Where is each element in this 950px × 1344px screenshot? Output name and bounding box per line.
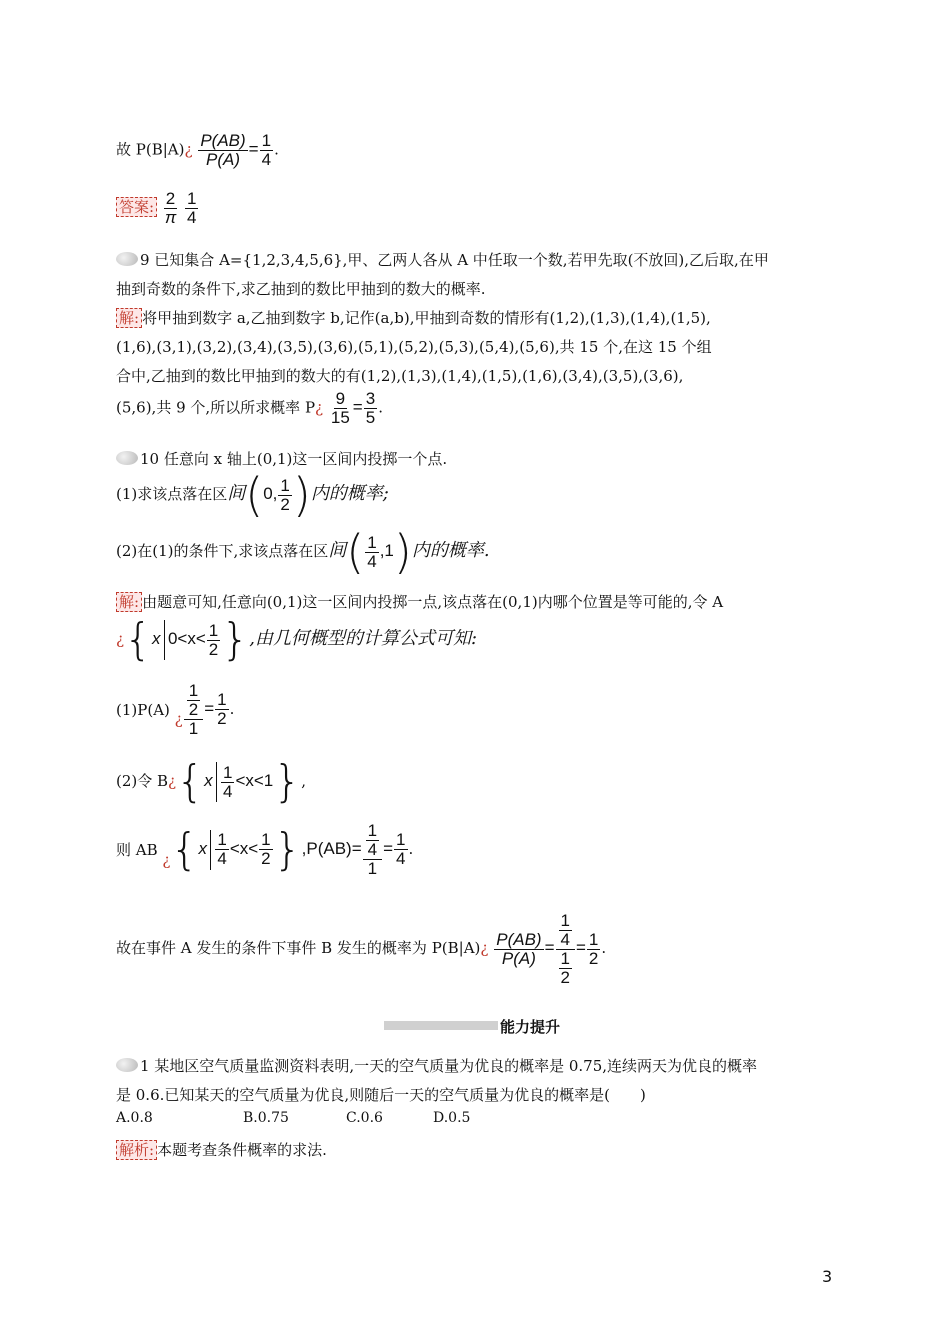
answer-tag: 答案: bbox=[116, 197, 157, 217]
compound-fraction: $\frac{\frac{1}{2}}{1}$ bbox=[184, 682, 203, 738]
solution-tag: 解: bbox=[116, 592, 142, 612]
fraction: $\frac{2}{\pi}$ bbox=[164, 189, 177, 227]
compound-fraction: $\frac{\frac{1}{4}}{\frac{1}{2}}$ bbox=[556, 912, 575, 986]
fraction: $\frac{1}{4}$ bbox=[396, 830, 406, 869]
question-bullet-icon bbox=[116, 451, 138, 465]
fraction: $\frac{3}{5}$ bbox=[365, 389, 376, 427]
q1-options bbox=[116, 1110, 470, 1126]
fraction: $\frac{1}{2}$ bbox=[280, 475, 290, 514]
fraction: $\frac{P(AB)}{P(A)}$ bbox=[496, 929, 542, 968]
q10-part-1: (1)求该点落在区间(0, $\frac{1}{2}$ )内的概率; bbox=[116, 468, 389, 522]
page-number: 3 bbox=[822, 1267, 833, 1286]
question-10-stem: 10 任意向 x 轴上(0,1)这一区间内投掷一个点. bbox=[116, 448, 447, 469]
question-stem: 抽到奇数的条件下,求乙抽到的数比甲抽到的数大的概率. bbox=[116, 280, 486, 298]
fraction: $\frac{1}{2}$ bbox=[208, 620, 219, 659]
formula-prefix: 故 P(B|A) bbox=[116, 140, 185, 159]
option-b: B.0.75 bbox=[243, 1110, 289, 1126]
fraction: $\frac{1}{4}$ bbox=[187, 189, 197, 227]
fraction: $\frac{1}{4}$ bbox=[367, 532, 377, 571]
section-divider-bar bbox=[384, 1021, 498, 1030]
fraction: $\frac{1}{2}$ bbox=[217, 690, 227, 729]
q9-probability-line: (5,6),共 9 个,所以所求概率 P¿ $\frac{9}{15}$ = $\frac{3}{5}$ . bbox=[116, 389, 383, 427]
question-bullet-icon bbox=[116, 252, 138, 266]
question-bullet-icon bbox=[116, 1058, 138, 1072]
option-a: A.0.8 bbox=[116, 1110, 153, 1126]
top-conditional-formula: 故 P(B|A)¿ $\frac{P(AB)}{P(A)}$ = $\frac{1}{4}$ . bbox=[116, 131, 279, 169]
question-9: 9 已知集合 A={1,2,3,4,5,6},甲、乙两人各从 A 中任取一个数,若甲先取(不放回),乙后取,在甲 抽到奇数的条件下,求乙抽到的数比甲抽到的数大的概率. 解: 将甲抽到数字 a,乙抽到数字 b,记作(a,b),甲抽到奇数的情形有(1,2),(1,3),(1,4),(1,5), (1,6),(3,1),(3,2),(3,4),(3,5),(3,6),(5,1),(5,2),(5,3),(5,4),(5,6),共 15 个,在这 15 个组 合中,乙抽到的数比甲抽到的数大的有(1,2),(1,3),(1,4),(1,5),(1,6),(3,4),(3,5),(3,6), bbox=[116, 251, 769, 385]
q10-answer-1: (1)P(A) ¿ $\frac{\frac{1}{2}}{1}$ = $\frac{1}{2}$ . bbox=[116, 681, 235, 738]
q10-part-2: (2)在(1)的条件下,求该点落在区间( $\frac{1}{4}$ ,1)内的概率. bbox=[116, 525, 490, 579]
fraction: $\frac{1}{2}$ bbox=[261, 830, 271, 869]
option-d: D.0.5 bbox=[433, 1110, 471, 1126]
analysis-tag: 解析: bbox=[116, 1140, 157, 1160]
fraction: $\frac{1}{4}$ bbox=[261, 131, 272, 169]
q1-analysis: 解析: 本题考查条件概率的求法. bbox=[116, 1139, 327, 1160]
q10-answer-2: (2)令 B¿{x $\frac{1}{4}$ <x<1}, bbox=[116, 756, 307, 807]
fraction: $\frac{1}{2}$ bbox=[588, 929, 599, 968]
q10-set-a: ¿{x 0<x< $\frac{1}{2}$ },由几何概型的计算公式可知: bbox=[116, 614, 478, 665]
q10-ab-line: 则 AB ¿{x $\frac{1}{4}$ <x< $\frac{1}{2}$ },P(AB)= $\frac{\frac{1}{4}}{1}$ = $\frac{1}{4}$ . bbox=[116, 821, 414, 878]
answer-line bbox=[116, 190, 199, 227]
option-c: C.0.6 bbox=[346, 1110, 383, 1126]
fraction: $\frac{1}{4}$ bbox=[222, 762, 233, 801]
fraction: $\frac{1}{4}$ bbox=[217, 830, 227, 869]
question-1: 1 某地区空气质量监测资料表明,一天的空气质量为优良的概率是 0.75,连续两天为优良的概率 是 0.6.已知某天的空气质量为优良,则随后一天的空气质量为优良的概率是( ) bbox=[116, 1057, 758, 1104]
fraction: $\frac{P(AB)}{P(A)}$ bbox=[200, 131, 246, 169]
question-stem: 9 已知集合 A={1,2,3,4,5,6},甲、乙两人各从 A 中任取一个数,若甲先取(不放回),乙后取,在甲 bbox=[140, 251, 769, 269]
q10-solution-line: 解: 由题意可知,任意向(0,1)这一区间内投掷一点,该点落在(0,1)内哪个位置是等可能的,令 A bbox=[116, 591, 723, 612]
section-title: 能力提升 bbox=[500, 1018, 561, 1036]
solution-tag: 解: bbox=[116, 308, 142, 328]
fraction: $\frac{9}{15}$ bbox=[330, 389, 350, 427]
compound-fraction: $\frac{\frac{1}{4}}{1}$ bbox=[363, 822, 382, 878]
q10-final-line: 故在事件 A 发生的条件下事件 B 发生的概率为 P(B|A)¿ $\frac{P(AB)}{P(A)}$ = $\frac{\frac{1}{4}}{\frac{1}{2}}$ = $\frac{1}{2}$ . bbox=[116, 911, 607, 987]
glyph-marker: ¿ bbox=[184, 140, 193, 159]
